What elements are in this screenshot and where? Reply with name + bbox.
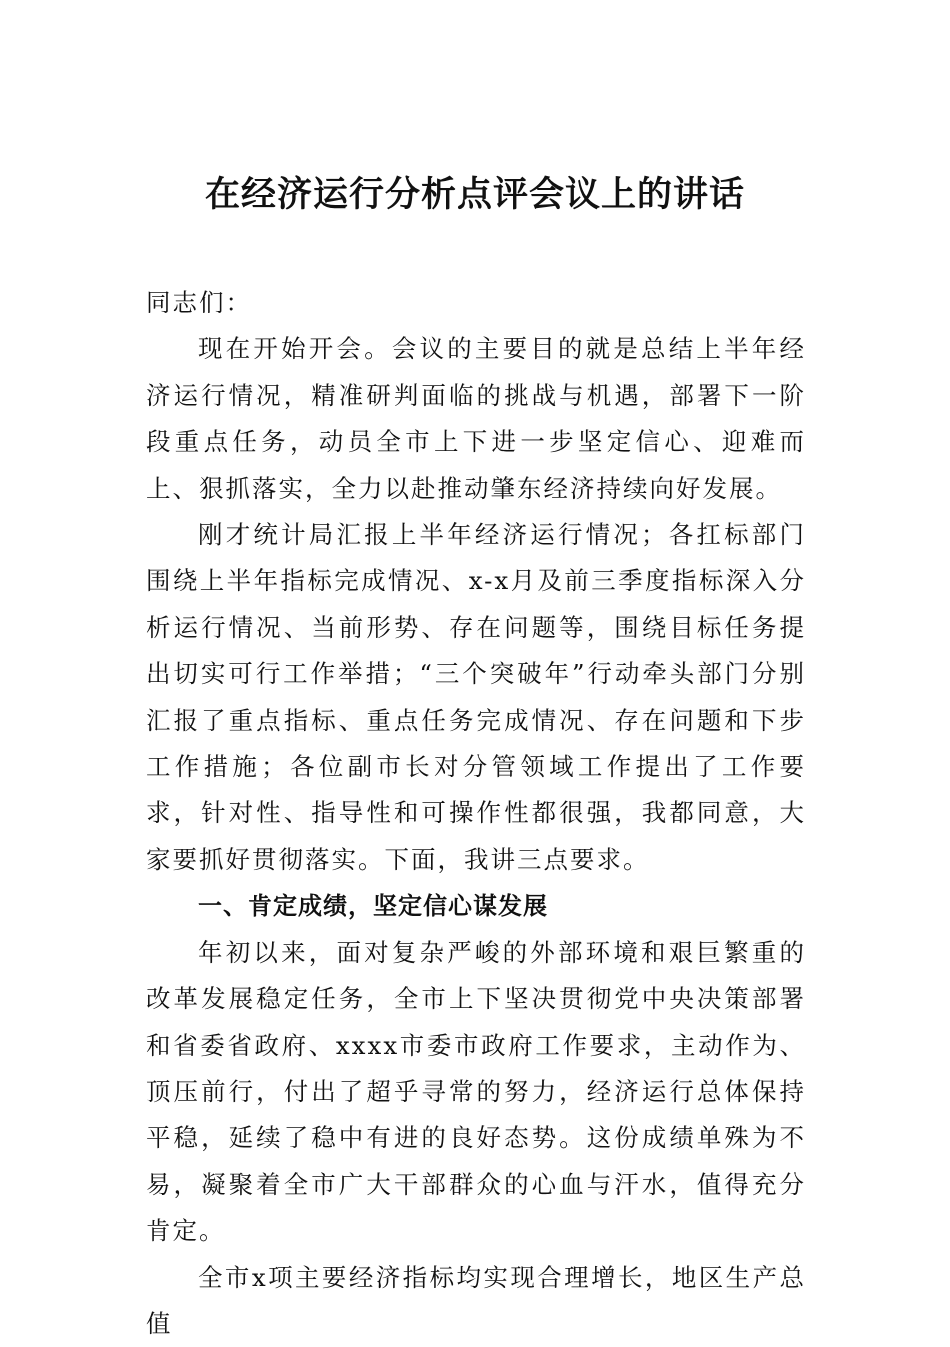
- salutation: 同志们：: [146, 288, 252, 317]
- paragraph-opening: 现在开始开会。会议的主要目的就是总结上半年经济运行情况，精准研判面临的挑战与机遇，部署下一阶段重点任务，动员全市上下进一步坚定信心、迎难而上、狠抓落实，全力以赴推动肇东经济持续向好发展。: [146, 334, 806, 503]
- paragraph-reports: 刚才统计局汇报上半年经济运行情况；各扛标部门围绕上半年指标完成情况、x-x月及前三季度指标深入分析运行情况、当前形势、存在问题等，围绕目标任务提出切实可行工作举措；“三个突破年”行动牵头部门分别汇报了重点指标、重点任务完成情况、存在问题和下步工作措施；各位副市长对分管领域工作提出了工作要求，针对性、指导性和可操作性都很强，我都同意，大家要抓好贯彻落实。下面，我讲三点要求。: [146, 520, 806, 874]
- document-body: [146, 280, 806, 1347]
- paragraph-indicators: 全市x项主要经济指标均实现合理增长，地区生产总值: [146, 1262, 806, 1338]
- paragraph-achievements: 年初以来，面对复杂严峻的外部环境和艰巨繁重的改革发展稳定任务，全市上下坚决贯彻党中央决策部署和省委省政府、xxxx市委市政府工作要求，主动作为、顶压前行，付出了超乎寻常的努力，经济运行总体保持平稳，延续了稳中有进的良好态势。这份成绩单殊为不易，凝聚着全市广大干部群众的心血与汗水，值得充分肯定。: [146, 937, 806, 1246]
- document-title: 在经济运行分析点评会议上的讲话: [204, 175, 745, 215]
- section-heading: 一、肯定成绩，坚定信心谋发展: [198, 892, 548, 921]
